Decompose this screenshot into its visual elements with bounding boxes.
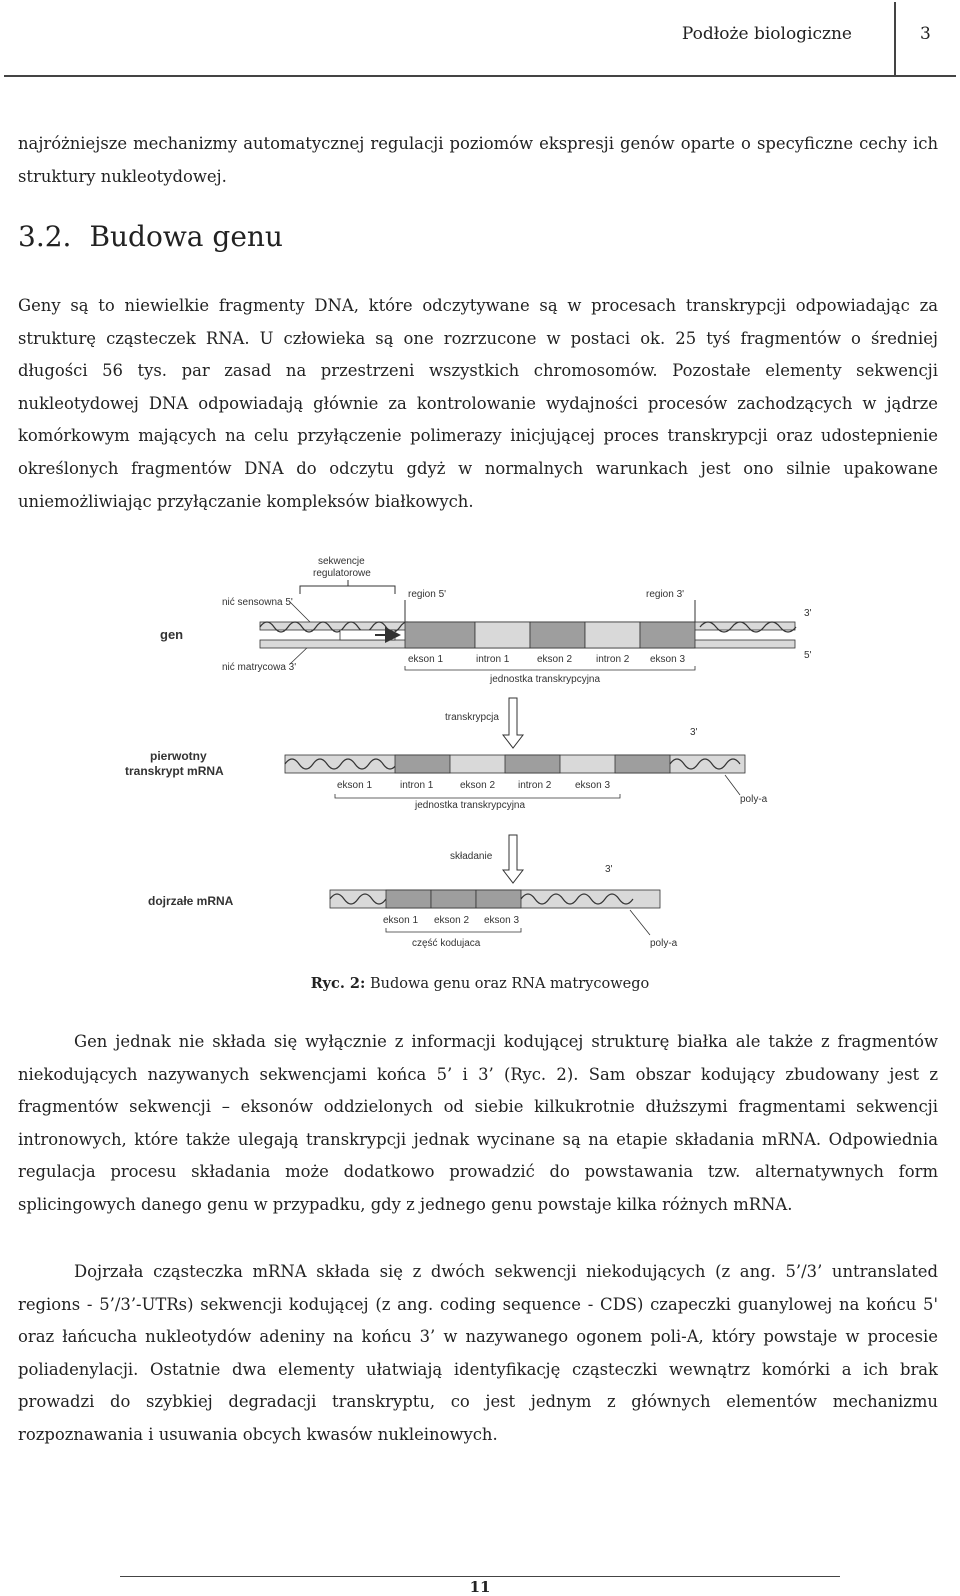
paragraph-mature-mrna: Dojrzała cząsteczka mRNA składa się z dwóch sekwencji niekodujących (z ang. 5’/3’ untranslated regions - 5’/3’-UTRs) sekwencji kodującej (z ang. coding sequence - CDS) czapeczki guanylowej na końcu 5' oraz łańcucha nukleotydów adeniny na końcu 3’ w nazywanego ogonem poli-A, który powstaje w procesie poliadenylacji. Ostatnie dwa elementy ułatwiają identyfikację cząsteczki wewnątrz komórki a ich brak prowadzi do szybkiej degradacji transkryptu, co jest jednym z głównych elementów mechanizmu rozpoznawania i usuwania obcych kwasów nukleinowych. <box>18 1262 938 1444</box>
gene-structure-diagram <box>125 550 840 970</box>
primary-label-jednostka: jednostka transkrypcyjna <box>415 800 526 811</box>
label-gen: gen <box>160 627 184 642</box>
paragraph-gene-definition: Geny są to niewielkie fragmenty DNA, które odczytywane są w procesach transkrypcji odpowiadając za strukturę cząsteczek RNA. U człowieka są one rozrzucone w postaci ok. 25 tyś fragmentów o średniej długości 56 tys. par zasad na przestrzeni wszystkich chromosomów. Pozostałe elementy sekwencji nukleotydowej DNA odpowiadają głównie za kontrolowanie wydajności procesów zachodzących w jądrze komórkowym mających na celu przyłączenie polimerazy inicjującej proces transkrypcji oraz udostepnienie określonych fragmentów DNA do odczytu gdyż w normalnych warunkach jest ono silnie upakowane uniemożliwiając przyłączanie kompleksów białkowych. <box>18 296 938 511</box>
primary-label-ekson1: ekson 1 <box>337 780 373 791</box>
mature-exon2 <box>431 890 476 908</box>
gene-label-ekson1: ekson 1 <box>408 654 444 665</box>
running-title: Podłoże biologiczne <box>681 24 852 44</box>
gene-exon2 <box>530 622 585 648</box>
gene-exon1 <box>405 622 475 648</box>
gene-label-ekson2: ekson 2 <box>537 654 573 665</box>
label-nic-matrycowa: nić matrycowa 3' <box>222 662 297 673</box>
gene-intron2 <box>585 622 640 648</box>
mature-label-ekson2: ekson 2 <box>434 915 470 926</box>
paragraph-gene-structure: Gen jednak nie składa się wyłącznie z informacji kodującej strukturę białka ale także z fragmentów niekodujących nazywanych sekwencjami końca 5’ i 3’ (Ryc. 2). Sam obszar kodujący zbudowany jest z fragmentów sekwencji – eksonów oddzielonych od siebie kilkukrotnie dłuższymi fragmentami sekwencji intronowych, które także ulegają transkrypcji jednak wycinane są na etapie składania mRNA. Odpowiednia regulacja procesu składania może dodatkowo prowadzić do powstawania tzw. alternatywnych form splicingowych danego genu w przypadku, gdy z jednego genu powstaje kilka różnych mRNA. <box>18 1032 938 1214</box>
transcription-arrow <box>503 698 523 748</box>
header-separator <box>894 2 896 76</box>
label-region3: region 3' <box>646 589 685 600</box>
gene-label-intron1: intron 1 <box>476 654 510 665</box>
label-regulatorowe: regulatorowe <box>313 568 371 579</box>
primary-exon1 <box>395 755 450 773</box>
coding-part-bracket <box>386 928 521 932</box>
mature-label-ekson1: ekson 1 <box>383 915 419 926</box>
footer-rule <box>120 1576 840 1577</box>
pointer-sense <box>290 602 310 622</box>
gene-label-intron2: intron 2 <box>596 654 630 665</box>
mature-exon3 <box>476 890 521 908</box>
label-nic-sensowna: nić sensowna 5' <box>222 597 293 608</box>
label-dojrzale: dojrzałe mRNA <box>148 894 234 908</box>
gene-intron1 <box>475 622 530 648</box>
poly-a-pointer-primary <box>725 775 740 795</box>
section-title: Budowa genu <box>89 220 283 253</box>
primary-unit-bracket <box>335 794 620 798</box>
page-number: 11 <box>469 1578 491 1596</box>
primary-label-intron1: intron 1 <box>400 780 434 791</box>
header-rule <box>4 75 956 77</box>
intro-paragraph: najróżniejsze mechanizmy automatycznej regulacji poziomów ekspresji genów oparte o specyficzne cechy ich struktury nukleotydowej. <box>18 134 938 186</box>
section-heading <box>18 220 283 253</box>
primary-label-intron2: intron 2 <box>518 780 552 791</box>
label-3prime-gene: 3' <box>804 608 812 619</box>
chapter-number: 3 <box>920 24 931 44</box>
primary-exon2 <box>505 755 560 773</box>
gene-label-ekson3: ekson 3 <box>650 654 686 665</box>
primary-label-ekson3: ekson 3 <box>575 780 611 791</box>
label-5prime-gene: 5' <box>804 650 812 661</box>
poly-a-pointer-mature <box>630 910 650 935</box>
bracket-regulatory <box>300 580 395 594</box>
label-transkrypcja: transkrypcja <box>445 712 499 723</box>
label-skladanie: składanie <box>450 851 493 862</box>
section-number: 3.2. <box>18 220 72 253</box>
mature-label-ekson3: ekson 3 <box>484 915 520 926</box>
gene-label-jednostka: jednostka transkrypcyjna <box>490 674 601 685</box>
label-3prime-primary: 3' <box>690 727 698 738</box>
primary-label-ekson2: ekson 2 <box>460 780 496 791</box>
figure-caption <box>0 975 960 992</box>
caption-prefix: Ryc. 2: <box>310 975 366 992</box>
label-pierwotny: pierwotny <box>150 749 207 763</box>
label-sekwencje: sekwencje <box>318 556 365 567</box>
page-header <box>0 0 960 78</box>
splicing-arrow <box>503 835 523 883</box>
label-czesc-kodujaca: część kodujaca <box>412 938 481 949</box>
label-3prime-mature: 3' <box>605 864 613 875</box>
primary-exon3 <box>615 755 670 773</box>
mature-exon1 <box>386 890 431 908</box>
label-poly-a-mature: poly-a <box>650 938 678 949</box>
gene-unit-bracket <box>405 666 695 670</box>
gene-exon3 <box>640 622 695 648</box>
label-poly-a-primary: poly-a <box>740 794 768 805</box>
label-region5: region 5' <box>408 589 447 600</box>
caption-text: Budowa genu oraz RNA matrycowego <box>365 976 650 992</box>
label-transkrypt: transkrypt mRNA <box>125 764 224 778</box>
